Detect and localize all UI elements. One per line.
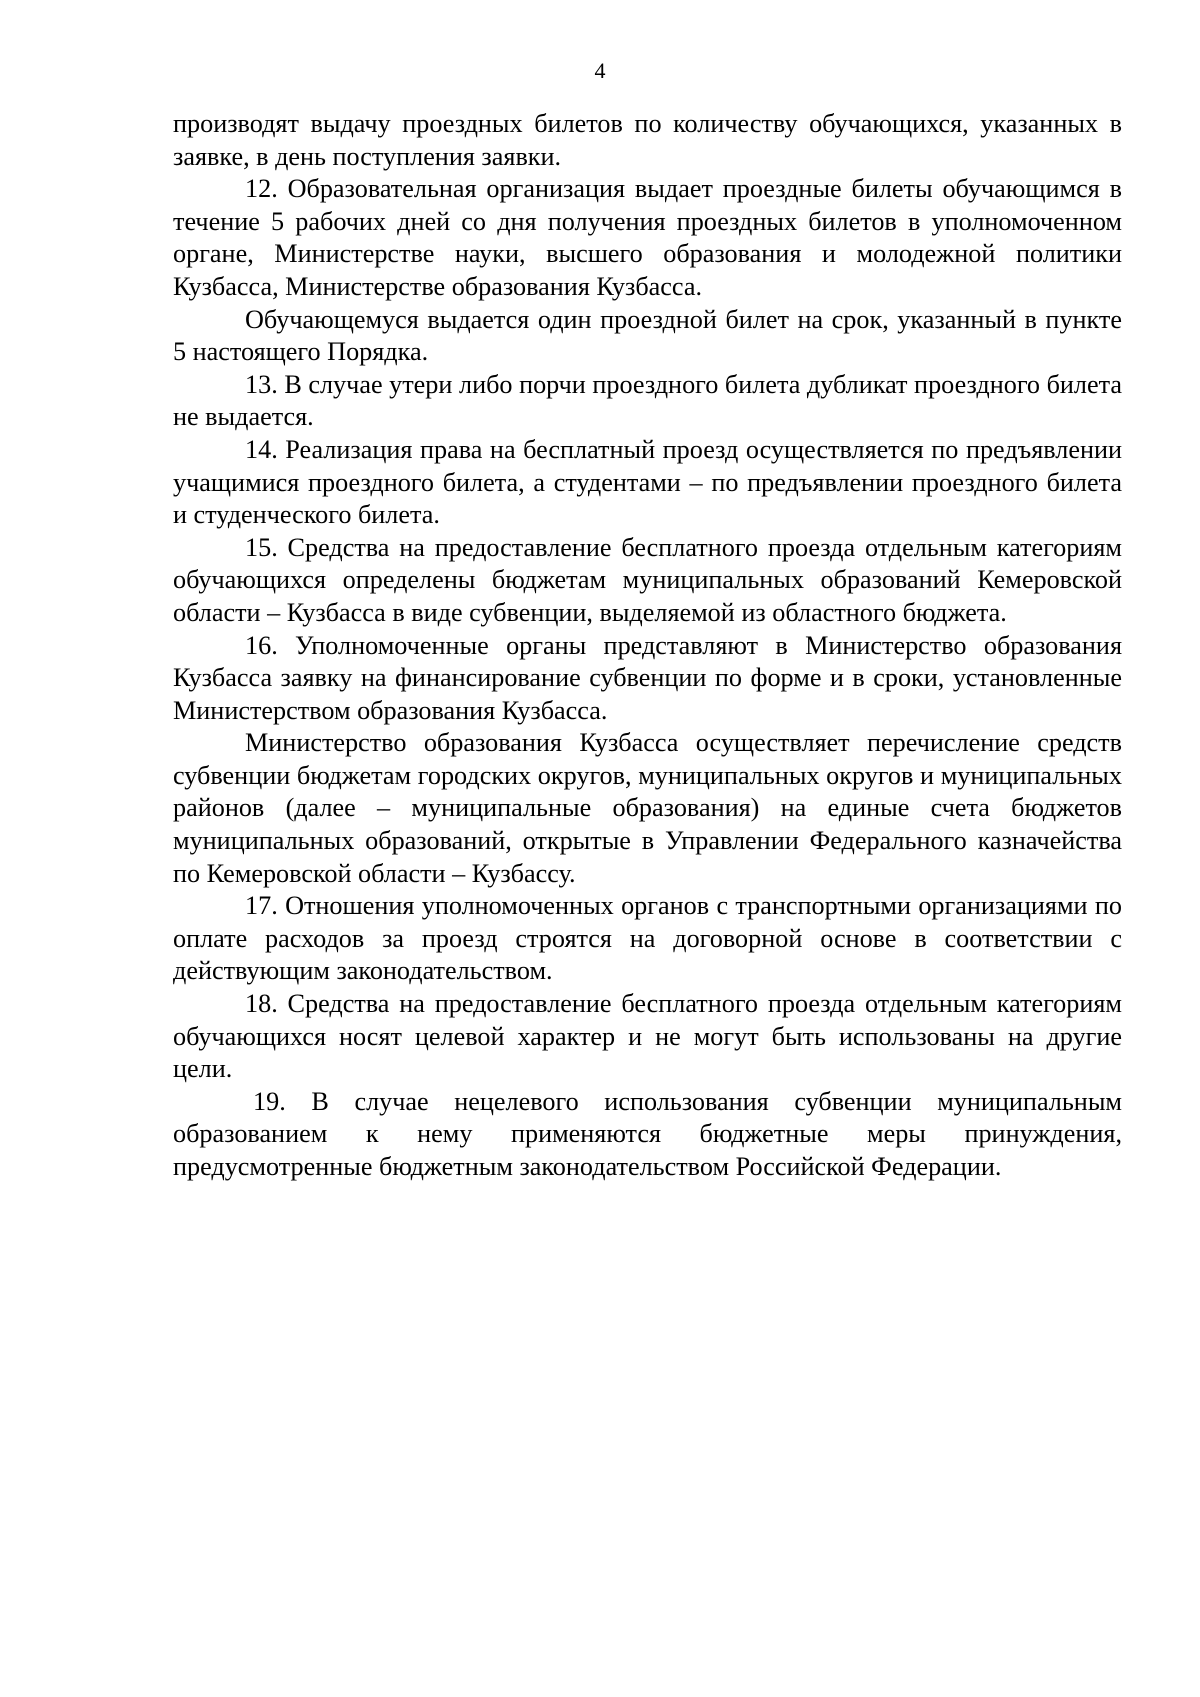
page-number: 4 xyxy=(594,58,606,83)
paragraph-item-12: 12. Образовательная организация выдает проездные билеты обучающимся в течение 5 рабочих дней со дня получения проездных билетов в уполномоченном органе, Министерстве науки, высшего образования и молодежной политики Кузбасса, Министерстве образования Кузбасса. xyxy=(173,174,1122,301)
paragraph-continuation: производят выдачу проездных билетов по количеству обучающихся, указанных в заявке, в день поступления заявки. xyxy=(173,109,1122,171)
paragraph-item-14: 14. Реализация права на бесплатный проезд осуществляется по предъявлении учащимися проездного билета, а студентами – по предъявлении проездного билета и студенческого билета. xyxy=(173,434,1122,530)
document-body xyxy=(173,108,1122,1184)
paragraph-item-15: 15. Средства на предоставление бесплатного проезда отдельным категориям обучающихся определены бюджетам муниципальных образований Кемеровской области – Кузбасса в виде субвенции, выделяемой из областного бюджета. xyxy=(173,532,1122,627)
paragraph-item-16: 16. Уполномоченные органы представляют в Министерство образования Кузбасса заявку на финансирование субвенции по форме и в сроки, установленные Министерством образования Кузбасса. xyxy=(173,630,1122,725)
paragraph-item-19: 19. В случае нецелевого использования субвенции муниципальным образованием к нему применяются бюджетные меры принуждения, предусмотренные бюджетным законодательством Российской Федерации. xyxy=(173,1086,1122,1181)
paragraph-item-18: 18. Средства на предоставление бесплатного проезда отдельным категориям обучающихся носят целевой характер и не могут быть использованы на другие цели. xyxy=(173,989,1122,1084)
paragraph-item-17: 17. Отношения уполномоченных органов с транспортными организациями по оплате расходов за проезд строятся на договорной основе в соответствии с действующим законодательством. xyxy=(173,891,1122,986)
paragraph-item-16-transfer: Министерство образования Кузбасса осуществляет перечисление средств субвенции бюджетам городских округов, муниципальных округов и муниципальных районов (далее – муниципальные образования) на единые счета бюджетов муниципальных образований, открытые в Управлении Федерального казначейства по Кемеровской области – Кузбассу. xyxy=(173,728,1122,888)
paragraph-item-13: 13. В случае утери либо порчи проездного билета дубликат проездного билета не выдается. xyxy=(173,369,1122,432)
paragraph-item-12-ticket-term: Обучающемуся выдается один проездной билет на срок, указанный в пункте 5 настоящего Порядка. xyxy=(173,304,1122,367)
